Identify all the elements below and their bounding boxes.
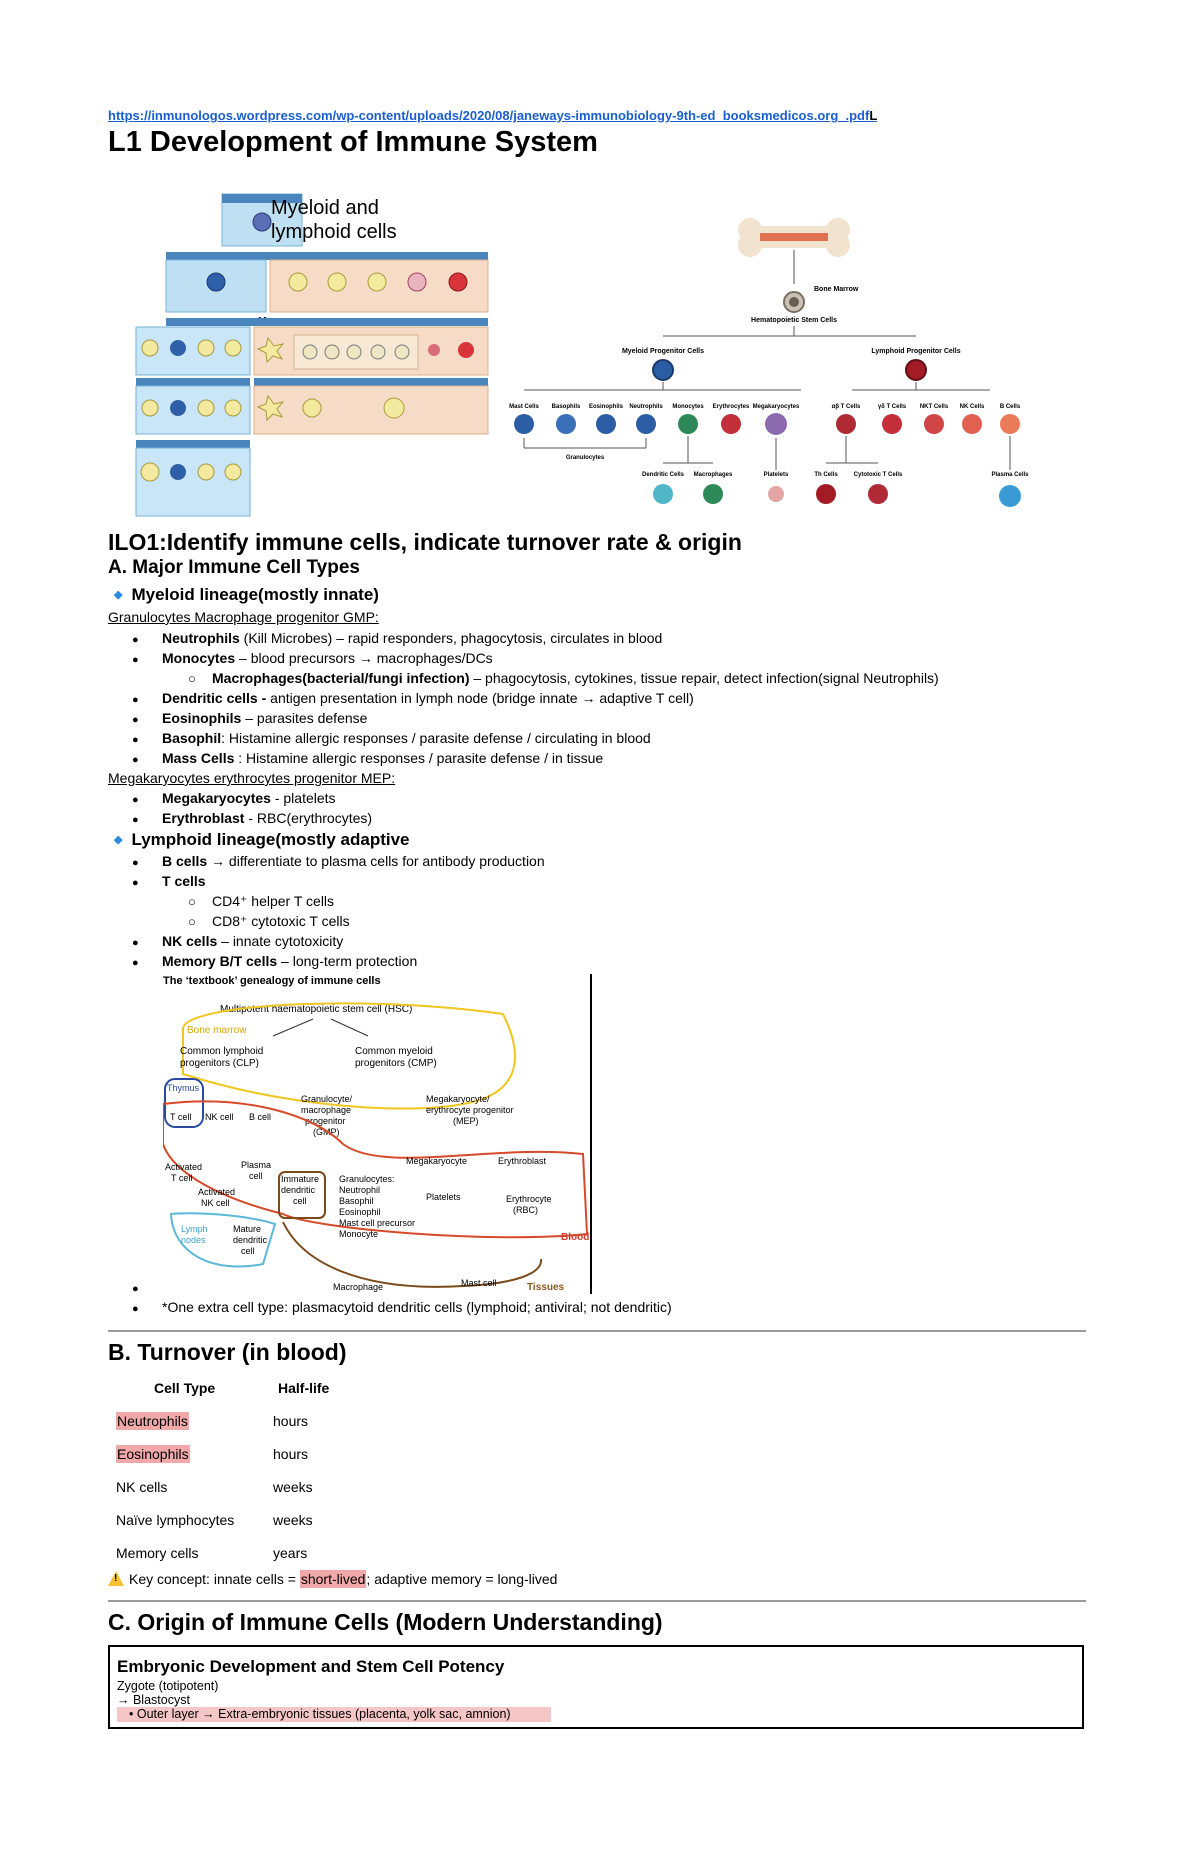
box-line: Zygote (totipotent) [117, 1679, 219, 1693]
derived-label-th: Th Cells [814, 472, 838, 478]
bullet-icon: ● [132, 1283, 139, 1295]
bullet-icon: ● [132, 734, 139, 746]
erythrocyte-l1: Erythrocyte [506, 1194, 552, 1204]
list-item: ● Megakaryocytes - platelets [132, 790, 336, 806]
hollow-bullet-icon: ○ [188, 671, 196, 686]
plasma-l1: Plasma [241, 1160, 272, 1170]
bullet-icon: ● [132, 634, 139, 646]
activated-t-l1: Activated [165, 1162, 203, 1172]
macrophage-node: Macrophage [333, 1282, 384, 1292]
embryonic-box [108, 1645, 1084, 1729]
figure-caption-line2: lymphoid cells [271, 221, 397, 243]
box-highlight-line: • Outer layer → Extra-embryonic tissues (placenta, yolk sac, amnion) [117, 1707, 551, 1722]
table-cell-type: Naïve lymphocytes [116, 1512, 235, 1528]
hollow-bullet-icon: ○ [188, 914, 196, 929]
box-line: → Blastocyst [117, 1693, 190, 1707]
source-link-suffix: L [869, 108, 878, 123]
figure-caption-line1: Myeloid and [271, 197, 379, 219]
list-item: ● *One extra cell type: plasmacytoid dendritic cells (lymphoid; antiviral; not dendritic) [132, 1299, 672, 1315]
list-item: ● Dendritic cells - antigen presentation in lymph node (bridge innate → adaptive T cell) [132, 690, 694, 706]
list-item: ● Neutrophils (Kill Microbes) – rapid responders, phagocytosis, circulates in blood [132, 630, 663, 646]
granulocytes-l4: Eosinophil [339, 1207, 381, 1217]
cell-label-nk: NK Cells [959, 404, 985, 410]
hsc-label: Hematopoietic Stem Cells [751, 317, 837, 324]
mep-node-l2: erythrocyte progenitor [426, 1105, 514, 1115]
bullet-icon: ● [132, 714, 139, 726]
thymus-region: Thymus [167, 1083, 200, 1093]
granulocytes-l3: Basophil [339, 1196, 374, 1206]
list-item: ● Basophil: Histamine allergic responses / parasite defense / circulating in blood [132, 730, 651, 746]
derived-label-macrophages: Macrophages [693, 472, 733, 478]
activated-nk-l2: NK cell [201, 1198, 230, 1208]
origin-heading: C. Origin of Immune Cells (Modern Understanding) [108, 1609, 663, 1635]
bullet-icon: ● [132, 694, 139, 706]
blood-region: Blood [561, 1232, 590, 1243]
table-cell-type: Memory cells [116, 1545, 199, 1561]
cell-label-neutrophils: Neutrophils [629, 404, 663, 410]
derived-label-platelets: Platelets [763, 472, 789, 478]
gmp-node-l1: Granulocyte/ [301, 1094, 353, 1104]
list-item: ● Monocytes – blood precursors → macrophages/DCs [132, 650, 493, 666]
list-item: ● Memory B/T cells – long-term protection [132, 953, 418, 969]
t-cell-node: T cell [170, 1112, 192, 1122]
page-title: L1 Development of Immune System [108, 126, 598, 158]
tissues-region: Tissues [527, 1282, 565, 1293]
lymphoid-lineage-heading [114, 830, 410, 850]
granulocytes-label: Granulocytes [565, 455, 605, 461]
mature-dc-l3: cell [241, 1246, 255, 1256]
mep-node-l1: Megakaryocyte/ [426, 1094, 490, 1104]
bullet-icon: ● [132, 654, 139, 666]
derived-label-plasma: Plasma Cells [991, 472, 1029, 478]
bullet-icon: ● [132, 957, 139, 969]
bullet-icon: ● [132, 754, 139, 766]
bullet-icon: ● [132, 794, 139, 806]
genealogy-title: The ‘textbook’ genealogy of immune cells [163, 975, 381, 987]
table-cell-half: hours [273, 1413, 309, 1429]
lymph-nodes-l1: Lymph [181, 1224, 208, 1234]
cell-label-nkt: NKT Cells [919, 404, 949, 410]
mep-node-l3: (MEP) [453, 1116, 479, 1126]
gmp-node-l3: progenitor [305, 1116, 346, 1126]
granulocytes-l6: Monocyte [339, 1229, 379, 1239]
myeloid-lineage-text: Myeloid lineage(mostly innate) [131, 585, 379, 604]
bullet-icon: ● [132, 814, 139, 826]
mep-heading: Megakaryocytes erythrocytes progenitor MEP: [108, 770, 396, 786]
cell-label-ab-t: αβ T Cells [831, 404, 861, 410]
list-item: ● Mass Cells : Histamine allergic responses / parasite defense / in tissue [132, 750, 604, 766]
megakaryocyte-node: Megakaryocyte [406, 1156, 468, 1166]
gmp-node-l4: (GMP) [313, 1127, 340, 1137]
gmp-node-l2: macrophage [301, 1105, 352, 1115]
bullet-icon: ● [132, 857, 139, 869]
genealogy-diagram [163, 974, 593, 1294]
mature-dc-l1: Mature [233, 1224, 262, 1234]
erythroblast-node: Erythroblast [498, 1156, 547, 1166]
cell-label-erythrocytes: Erythrocytes [712, 404, 750, 410]
list-item: ● T cells [132, 873, 206, 889]
diamond-bullet-icon: ◆ [114, 834, 123, 846]
table-cell-half: hours [273, 1446, 309, 1462]
granulocytes-l1: Granulocytes: [339, 1174, 395, 1184]
activated-t-l2: T cell [171, 1173, 193, 1183]
table-cell-type: Eosinophils [117, 1446, 189, 1462]
table-cell-half: years [273, 1545, 308, 1561]
mature-dc-l2: dendritic [233, 1235, 268, 1245]
list-item: ○ CD4⁺ helper T cells [188, 893, 335, 909]
cell-label-monocytes: Monocytes [672, 404, 704, 410]
warning-icon [108, 1571, 124, 1586]
immature-dc-l1: Immature [281, 1174, 320, 1184]
table-cell-type: NK cells [116, 1479, 168, 1495]
col-header-cell-type: Cell Type [154, 1380, 216, 1396]
cmp-node-line2: progenitors (CMP) [355, 1058, 437, 1069]
cell-label-b: B Cells [999, 404, 1021, 410]
key-concept: !Key concept: innate cells = short-lived; adaptive memory = long-lived [108, 1571, 557, 1587]
cell-label-gd-t: γδ T Cells [877, 404, 907, 410]
source-link-text[interactable]: https://inmunologos.wordpress.com/wp-content/uploads/2020/08/janeways-immunobiology-9th-ed_booksmedicos.org_.pdf [108, 108, 870, 123]
bone-marrow-region: Bone marrow [187, 1025, 247, 1036]
list-item: ● Erythroblast - RBC(erythrocytes) [132, 810, 373, 826]
col-header-half-life: Half-life [278, 1380, 330, 1396]
lymph-nodes-l2: nodes [181, 1235, 206, 1245]
list-item: ● B cells → differentiate to plasma cells for antibody production [132, 853, 545, 869]
bullet-icon: ● [132, 877, 139, 889]
diamond-bullet-icon: ◆ [114, 589, 123, 601]
immature-dc-l2: dendritic [281, 1185, 316, 1195]
activated-nk-l1: Activated [198, 1187, 236, 1197]
table-cell-half: weeks [273, 1479, 313, 1495]
b-cell-node: B cell [249, 1112, 272, 1122]
myeloid-lymphoid-figure [132, 190, 502, 520]
cell-label-mast: Mast Cells [509, 404, 539, 410]
divider [108, 1330, 1086, 1332]
cell-label-eosinophils: Eosinophils [588, 404, 624, 410]
ilo-heading: ILO1:Identify immune cells, indicate turnover rate & origin [108, 529, 742, 555]
list-item-empty [132, 1279, 162, 1295]
hollow-bullet-icon: ○ [188, 894, 196, 909]
list-item: ○ Macrophages(bacterial/fungi infection) – phagocytosis, cytokines, tissue repair, detect infection(signal Neutrophils) [188, 670, 939, 686]
myeloid-lineage-heading [114, 585, 379, 605]
turnover-heading: B. Turnover (in blood) [108, 1339, 347, 1365]
list-item: ○ CD8⁺ cytotoxic T cells [188, 913, 350, 929]
clp-node-line2: progenitors (CLP) [180, 1058, 259, 1069]
hsc-node: Multipotent haematopoietic stem cell (HSC) [220, 1004, 413, 1015]
erythrocyte-l2: (RBC) [513, 1205, 538, 1215]
immature-dc-l3: cell [293, 1196, 307, 1206]
granulocytes-l5: Mast cell precursor [339, 1218, 416, 1228]
plasma-l2: cell [249, 1171, 263, 1181]
source-link[interactable] [108, 108, 877, 123]
bone-marrow-label: Bone Marrow [814, 286, 859, 293]
myeloid-progenitor-label: Myeloid Progenitor Cells [621, 348, 705, 355]
cell-label-megakaryocytes: Megakaryocytes [752, 404, 800, 410]
list-item: ● NK cells – innate cytotoxicity [132, 933, 344, 949]
gmp-heading: Granulocytes Macrophage progenitor GMP: [108, 609, 379, 625]
lymphoid-progenitor-label: Lymphoid Progenitor Cells [871, 348, 961, 355]
table-cell-half: weeks [273, 1512, 313, 1528]
section-a-heading: A. Major Immune Cell Types [108, 557, 360, 578]
divider [108, 1600, 1086, 1602]
bullet-icon: ● [132, 1303, 139, 1315]
lymphoid-lineage-text: Lymphoid lineage(mostly adaptive [131, 830, 410, 849]
bullet-icon: ● [132, 937, 139, 949]
derived-label-dendritic: Dendritic Cells [641, 472, 685, 478]
granulocytes-l2: Neutrophil [339, 1185, 381, 1195]
table-cell-type: Neutrophils [117, 1413, 188, 1429]
clp-node-line1: Common lymphoid [180, 1046, 264, 1057]
mast-cell-node: Mast cell [461, 1278, 497, 1288]
platelets-node: Platelets [426, 1192, 461, 1202]
box-title: Embryonic Development and Stem Cell Potency [117, 1657, 505, 1676]
cmp-node-line1: Common myeloid [355, 1046, 433, 1057]
derived-label-cytotoxic: Cytotoxic T Cells [853, 472, 903, 478]
nk-cell-node: NK cell [205, 1112, 234, 1122]
list-item: ● Eosinophils – parasites defense [132, 710, 368, 726]
hematopoiesis-tree-figure [506, 218, 1072, 514]
cell-label-basophils: Basophils [551, 404, 581, 410]
